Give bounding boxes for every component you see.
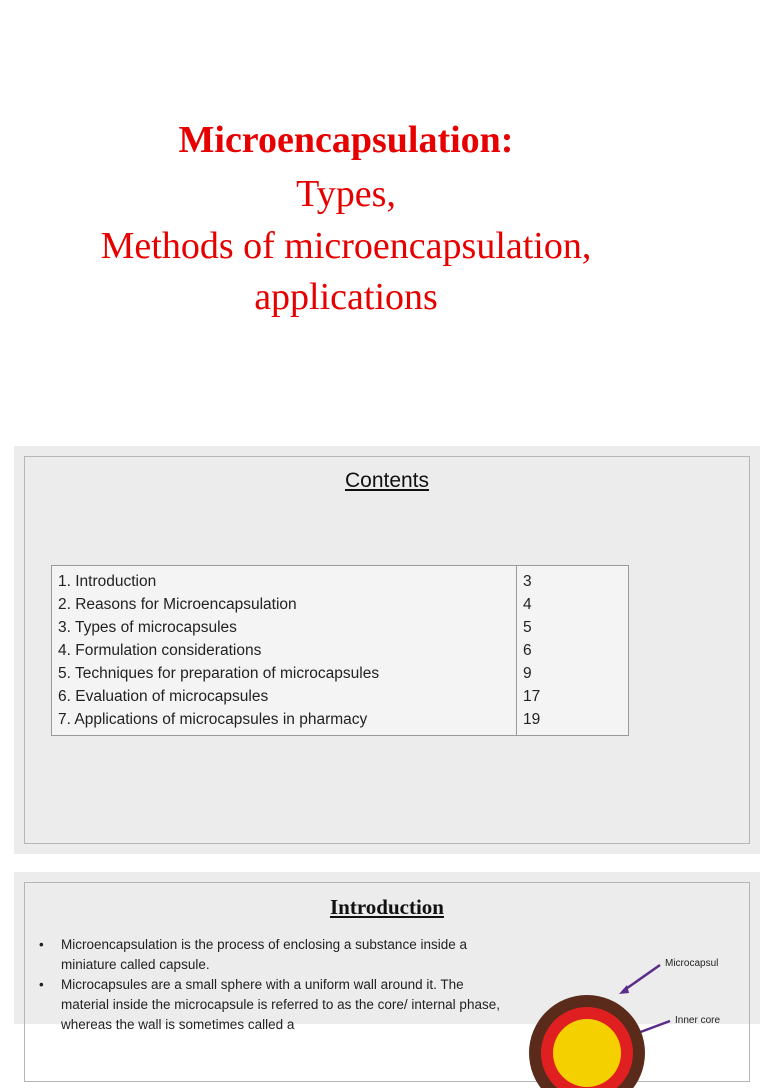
toc-item-label: 2. Reasons for Microencapsulation	[52, 593, 517, 616]
table-row	[52, 639, 629, 662]
toc-item-label: 1. Introduction	[52, 566, 517, 594]
toc-item-label: 3. Types of microcapsules	[52, 616, 517, 639]
inner-core-label: Inner core	[675, 1015, 721, 1026]
microcapsule-illustration	[515, 943, 755, 1083]
introduction-slide	[14, 872, 760, 1032]
title-slide	[0, 0, 768, 430]
toc-item-label: 7. Applications of microcapsules in pharmacy	[52, 708, 517, 736]
toc-item-label: 6. Evaluation of microcapsules	[52, 685, 517, 708]
table-row	[52, 662, 629, 685]
toc-item-page: 3	[523, 572, 532, 590]
table-row	[52, 566, 629, 594]
toc-item-label: 4. Formulation considerations	[52, 639, 517, 662]
table-row	[52, 708, 629, 736]
introduction-title: Introduction	[330, 895, 444, 919]
title-line-methods: Methods of microencapsulation,	[100, 225, 592, 267]
microcapsule-diagram	[515, 943, 755, 1083]
toc-item-label: 5. Techniques for preparation of microcapsules	[52, 662, 517, 685]
table-row	[52, 616, 629, 639]
introduction-frame	[24, 882, 750, 1082]
microcapsule-label: Microcapsul	[665, 958, 719, 969]
toc-item-page: 4	[523, 595, 532, 613]
toc-item-page: 9	[523, 664, 532, 682]
toc-item-page: 19	[523, 710, 541, 728]
table-row	[52, 593, 629, 616]
title-line-types: Types,	[296, 173, 396, 215]
contents-frame	[24, 456, 750, 844]
list-item: • Microencapsulation is the process of enclosing a substance inside a miniature called capsule.	[61, 935, 501, 975]
introduction-bullets	[31, 935, 501, 1035]
title-heading: Microencapsulation:	[178, 119, 514, 161]
toc-item-page: 6	[523, 641, 532, 659]
list-item: • Microcapsules are a small sphere with a uniform wall around it. The material inside the microcapsule is referred to as the core/ internal phase, whereas the wall is sometimes called a	[61, 975, 501, 1035]
capsule-core-shape	[553, 1019, 621, 1087]
contents-slide	[14, 446, 760, 854]
contents-table	[51, 565, 629, 736]
contents-title: Contents	[344, 469, 430, 492]
toc-item-page: 5	[523, 618, 532, 636]
toc-item-page: 17	[523, 687, 541, 705]
title-line-applications: applications	[254, 276, 438, 318]
table-row	[52, 685, 629, 708]
